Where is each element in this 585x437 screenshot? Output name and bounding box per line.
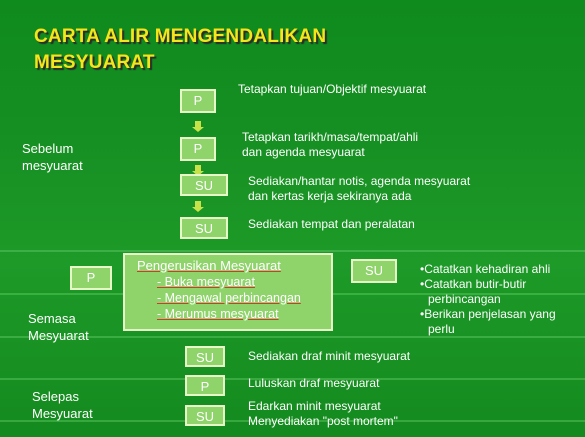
- meeting-item: - Merumus mesyuarat: [157, 307, 279, 321]
- phase-label-selepas: Selepas Mesyuarat: [32, 389, 93, 421]
- after-step-2-code-box: P: [185, 375, 225, 396]
- page-title: CARTA ALIR MENGENDALIKAN MESYUARAT: [34, 26, 327, 73]
- meeting-chair-box: [123, 253, 333, 331]
- step-4-code-box: SU: [180, 217, 228, 239]
- after-step-3-code-box: SU: [185, 405, 225, 426]
- meeting-item: - Buka mesyuarat: [157, 275, 255, 289]
- after-step-3-text: Edarkan minit mesyuarat Menyediakan "post mortem": [248, 399, 398, 428]
- step-3-code-box: SU: [180, 174, 228, 196]
- step-3-text: Sediakan/hantar notis, agenda mesyuarat dan kertas kerja sekiranya ada: [248, 174, 471, 203]
- after-step-1-text: Sediakan draf minit mesyuarat: [248, 349, 411, 363]
- phase-label-semasa: Semasa Mesyuarat: [28, 311, 89, 343]
- step-1-code-box: P: [180, 89, 216, 113]
- after-step-1-code-box: SU: [185, 346, 225, 367]
- phase-label-sebelum: Sebelum mesyuarat: [22, 141, 83, 173]
- step-4-text: Sediakan tempat dan peralatan: [248, 217, 415, 231]
- meeting-heading: Pengerusikan Mesyuarat: [137, 258, 281, 273]
- step-1-text: Tetapkan tujuan/Objektif mesyuarat: [238, 82, 427, 96]
- meeting-secretary-code-box: SU: [351, 259, 397, 283]
- meeting-item: - Mengawal perbincangan: [157, 291, 301, 305]
- step-2-code-box: P: [180, 137, 216, 161]
- meeting-notes: •Catatkan kehadiran ahli •Catatkan butir-butir perbincangan •Berikan penjelasan yang perlu: [420, 262, 556, 336]
- step-2-text: Tetapkan tarikh/masa/tempat/ahli dan agenda mesyuarat: [242, 130, 419, 159]
- after-step-2-text: Luluskan draf mesyuarat: [248, 376, 380, 390]
- meeting-chair-code-box: P: [70, 266, 112, 290]
